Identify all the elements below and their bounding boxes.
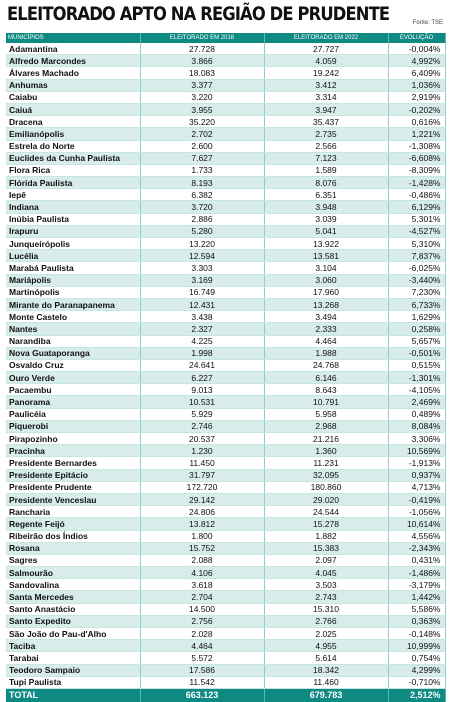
municipality-name: Irapuru bbox=[6, 225, 140, 237]
table-row bbox=[6, 591, 445, 603]
municipality-name: Monte Castelo bbox=[6, 311, 140, 323]
municipality-name: Nova Guataporanga bbox=[6, 347, 140, 359]
evolution-percent: 5,657% bbox=[388, 335, 445, 347]
evolution-percent: -1,301% bbox=[388, 372, 445, 384]
electorate-2022: 4.464 bbox=[264, 335, 388, 347]
electorate-2018: 3.169 bbox=[140, 274, 264, 286]
electorate-2022: 19.242 bbox=[264, 67, 388, 79]
evolution-percent: -8,309% bbox=[388, 164, 445, 176]
electorate-2018: 2.756 bbox=[140, 615, 264, 627]
table-row bbox=[6, 213, 445, 225]
table-row bbox=[6, 189, 445, 201]
municipality-name: Taciba bbox=[6, 640, 140, 652]
evolution-percent: 2,919% bbox=[388, 91, 445, 103]
electorate-2022: 5.958 bbox=[264, 408, 388, 420]
table-row bbox=[6, 140, 445, 152]
municipality-name: Alfredo Marcondes bbox=[6, 55, 140, 67]
table-row bbox=[6, 286, 445, 298]
electorate-2018: 17.586 bbox=[140, 664, 264, 676]
electorate-2022: 18.342 bbox=[264, 664, 388, 676]
total-label: TOTAL bbox=[6, 688, 140, 702]
municipality-name: Mariápolis bbox=[6, 274, 140, 286]
municipality-name: Junqueirópolis bbox=[6, 238, 140, 250]
evolution-percent: 5,301% bbox=[388, 213, 445, 225]
column-header-evolution: EVOLUÇÃO bbox=[388, 33, 445, 43]
evolution-percent: 1,442% bbox=[388, 591, 445, 603]
electorate-2018: 3.720 bbox=[140, 201, 264, 213]
electorate-2018: 4.225 bbox=[140, 335, 264, 347]
municipality-name: Flora Rica bbox=[6, 164, 140, 176]
table-row bbox=[6, 225, 445, 237]
electorate-2018: 16.749 bbox=[140, 286, 264, 298]
municipality-name: Presidente Bernardes bbox=[6, 457, 140, 469]
evolution-percent: 0,937% bbox=[388, 469, 445, 481]
evolution-percent: 0,431% bbox=[388, 554, 445, 566]
evolution-percent: 1,629% bbox=[388, 311, 445, 323]
table-row bbox=[6, 262, 445, 274]
electorate-2022: 1.360 bbox=[264, 445, 388, 457]
electorate-2018: 24.806 bbox=[140, 506, 264, 518]
table-row bbox=[6, 676, 445, 688]
municipality-name: Sandovalina bbox=[6, 579, 140, 591]
table-header-row bbox=[6, 33, 445, 43]
municipality-name: Sagres bbox=[6, 554, 140, 566]
municipality-name: Santo Anastácio bbox=[6, 603, 140, 615]
electorate-2018: 24.641 bbox=[140, 359, 264, 371]
electorate-2022: 3.948 bbox=[264, 201, 388, 213]
municipality-name: Presidente Prudente bbox=[6, 481, 140, 493]
electorate-2018: 10.531 bbox=[140, 396, 264, 408]
evolution-percent: 4,299% bbox=[388, 664, 445, 676]
electorate-2022: 2.968 bbox=[264, 420, 388, 432]
table-row bbox=[6, 542, 445, 554]
evolution-percent: 6,733% bbox=[388, 298, 445, 310]
table-row bbox=[6, 628, 445, 640]
source-note: Fonte: TSE bbox=[412, 20, 443, 26]
electorate-2018: 1.230 bbox=[140, 445, 264, 457]
evolution-percent: -6,608% bbox=[388, 152, 445, 164]
electorate-2018: 4.464 bbox=[140, 640, 264, 652]
electorate-2022: 2.766 bbox=[264, 615, 388, 627]
electorate-2018: 6.382 bbox=[140, 189, 264, 201]
municipality-name: Flórida Paulista bbox=[6, 177, 140, 189]
column-header-2022: ELEITORADO EM 2022 bbox=[264, 33, 388, 43]
municipality-name: Santa Mercedes bbox=[6, 591, 140, 603]
evolution-percent: 0,489% bbox=[388, 408, 445, 420]
electorate-2022: 8.076 bbox=[264, 177, 388, 189]
evolution-percent: -1,913% bbox=[388, 457, 445, 469]
evolution-percent: 6,409% bbox=[388, 67, 445, 79]
municipality-name: Salmourão bbox=[6, 567, 140, 579]
table-row bbox=[6, 506, 445, 518]
municipality-name: Adamantina bbox=[6, 43, 140, 55]
table-row bbox=[6, 420, 445, 432]
table-row bbox=[6, 238, 445, 250]
electorate-2018: 3.438 bbox=[140, 311, 264, 323]
evolution-percent: 10,614% bbox=[388, 518, 445, 530]
evolution-percent: -1,308% bbox=[388, 140, 445, 152]
table-row bbox=[6, 567, 445, 579]
evolution-percent: -1,056% bbox=[388, 506, 445, 518]
table-row bbox=[6, 518, 445, 530]
municipality-name: Panorama bbox=[6, 396, 140, 408]
electorate-2022: 4.955 bbox=[264, 640, 388, 652]
municipality-name: Teodoro Sampaio bbox=[6, 664, 140, 676]
evolution-percent: 5,310% bbox=[388, 238, 445, 250]
evolution-percent: -0,419% bbox=[388, 493, 445, 505]
municipality-name: Ouro Verde bbox=[6, 372, 140, 384]
evolution-percent: -6,025% bbox=[388, 262, 445, 274]
evolution-percent: 7,230% bbox=[388, 286, 445, 298]
table-row bbox=[6, 579, 445, 591]
evolution-percent: 0,515% bbox=[388, 359, 445, 371]
municipality-name: Indiana bbox=[6, 201, 140, 213]
table-row bbox=[6, 640, 445, 652]
table-row bbox=[6, 445, 445, 457]
table-row bbox=[6, 372, 445, 384]
electorate-2022: 3.412 bbox=[264, 79, 388, 91]
electorate-2018: 1.998 bbox=[140, 347, 264, 359]
municipality-name: Regente Feijó bbox=[6, 518, 140, 530]
table-row bbox=[6, 79, 445, 91]
municipality-name: Iepê bbox=[6, 189, 140, 201]
total-evolution: 2,512% bbox=[388, 688, 445, 702]
electorate-2018: 6.227 bbox=[140, 372, 264, 384]
table-row bbox=[6, 347, 445, 359]
electorate-2022: 1.988 bbox=[264, 347, 388, 359]
electorate-2022: 29.020 bbox=[264, 493, 388, 505]
electorate-2018: 11.542 bbox=[140, 676, 264, 688]
municipality-name: Piquerobi bbox=[6, 420, 140, 432]
electorate-2022: 6.351 bbox=[264, 189, 388, 201]
municipality-name: São João do Pau-d'Alho bbox=[6, 628, 140, 640]
electorate-2022: 2.097 bbox=[264, 554, 388, 566]
electorate-2018: 172.720 bbox=[140, 481, 264, 493]
electorate-2022: 2.566 bbox=[264, 140, 388, 152]
electorate-2018: 1.733 bbox=[140, 164, 264, 176]
electorate-2022: 3.314 bbox=[264, 91, 388, 103]
municipality-name: Santo Expedito bbox=[6, 615, 140, 627]
table-row bbox=[6, 359, 445, 371]
table-row bbox=[6, 554, 445, 566]
electorate-2018: 9.013 bbox=[140, 384, 264, 396]
electorate-2018: 4.106 bbox=[140, 567, 264, 579]
electorate-2022: 3.104 bbox=[264, 262, 388, 274]
table-row bbox=[6, 396, 445, 408]
electorate-2022: 2.025 bbox=[264, 628, 388, 640]
municipality-name: Caiuá bbox=[6, 103, 140, 115]
municipality-name: Ribeirão dos Índios bbox=[6, 530, 140, 542]
electorate-2018: 20.537 bbox=[140, 433, 264, 445]
electorate-2022: 13.268 bbox=[264, 298, 388, 310]
electorate-2018: 27.728 bbox=[140, 43, 264, 55]
evolution-percent: 0,616% bbox=[388, 116, 445, 128]
evolution-percent: 0,258% bbox=[388, 323, 445, 335]
municipality-name: Estrela do Norte bbox=[6, 140, 140, 152]
electorate-2018: 13.812 bbox=[140, 518, 264, 530]
municipality-name: Tupi Paulista bbox=[6, 676, 140, 688]
electorate-2022: 5.041 bbox=[264, 225, 388, 237]
evolution-percent: -4,105% bbox=[388, 384, 445, 396]
electorate-2022: 1.882 bbox=[264, 530, 388, 542]
table-row bbox=[6, 152, 445, 164]
evolution-percent: 5,586% bbox=[388, 603, 445, 615]
electorate-2022: 27.727 bbox=[264, 43, 388, 55]
table-row bbox=[6, 201, 445, 213]
electorate-2018: 18.083 bbox=[140, 67, 264, 79]
evolution-percent: -0,710% bbox=[388, 676, 445, 688]
electorate-2018: 3.377 bbox=[140, 79, 264, 91]
electorate-table bbox=[6, 33, 446, 702]
table-row bbox=[6, 164, 445, 176]
municipality-name: Marabá Paulista bbox=[6, 262, 140, 274]
municipality-name: Presidente Venceslau bbox=[6, 493, 140, 505]
evolution-percent: -0,004% bbox=[388, 43, 445, 55]
evolution-percent: -1,428% bbox=[388, 177, 445, 189]
municipality-name: Osvaldo Cruz bbox=[6, 359, 140, 371]
electorate-2018: 2.327 bbox=[140, 323, 264, 335]
municipality-name: Pacaembu bbox=[6, 384, 140, 396]
municipality-name: Inúbia Paulista bbox=[6, 213, 140, 225]
electorate-2022: 4.059 bbox=[264, 55, 388, 67]
electorate-2022: 15.383 bbox=[264, 542, 388, 554]
electorate-2022: 11.460 bbox=[264, 676, 388, 688]
table-row bbox=[6, 91, 445, 103]
electorate-2018: 13.220 bbox=[140, 238, 264, 250]
electorate-2022: 6.146 bbox=[264, 372, 388, 384]
evolution-percent: 3,306% bbox=[388, 433, 445, 445]
table-row bbox=[6, 116, 445, 128]
municipality-name: Anhumas bbox=[6, 79, 140, 91]
electorate-2022: 13.922 bbox=[264, 238, 388, 250]
evolution-percent: 10,569% bbox=[388, 445, 445, 457]
evolution-percent: 0,754% bbox=[388, 652, 445, 664]
electorate-2022: 2.743 bbox=[264, 591, 388, 603]
electorate-2018: 15.752 bbox=[140, 542, 264, 554]
municipality-name: Caiabu bbox=[6, 91, 140, 103]
municipality-name: Narandiba bbox=[6, 335, 140, 347]
municipality-name: Emilianópolis bbox=[6, 128, 140, 140]
municipality-name: Mirante do Paranapanema bbox=[6, 298, 140, 310]
municipality-name: Lucélia bbox=[6, 250, 140, 262]
electorate-2018: 3.955 bbox=[140, 103, 264, 115]
evolution-percent: -0,501% bbox=[388, 347, 445, 359]
total-2018: 663.123 bbox=[140, 688, 264, 702]
table-row bbox=[6, 493, 445, 505]
electorate-2022: 10.791 bbox=[264, 396, 388, 408]
electorate-2022: 24.768 bbox=[264, 359, 388, 371]
electorate-2018: 35.220 bbox=[140, 116, 264, 128]
electorate-2018: 1.800 bbox=[140, 530, 264, 542]
municipality-name: Nantes bbox=[6, 323, 140, 335]
header bbox=[0, 0, 453, 32]
electorate-2018: 3.220 bbox=[140, 91, 264, 103]
evolution-percent: -3,440% bbox=[388, 274, 445, 286]
electorate-2018: 2.704 bbox=[140, 591, 264, 603]
municipality-name: Pracinha bbox=[6, 445, 140, 457]
table-row bbox=[6, 43, 445, 55]
evolution-percent: -1,486% bbox=[388, 567, 445, 579]
municipality-name: Tarabai bbox=[6, 652, 140, 664]
electorate-2018: 2.088 bbox=[140, 554, 264, 566]
evolution-percent: -0,202% bbox=[388, 103, 445, 115]
municipality-name: Álvares Machado bbox=[6, 67, 140, 79]
evolution-percent: 1,221% bbox=[388, 128, 445, 140]
electorate-2022: 2.735 bbox=[264, 128, 388, 140]
electorate-2018: 3.618 bbox=[140, 579, 264, 591]
table-row bbox=[6, 615, 445, 627]
electorate-2018: 2.746 bbox=[140, 420, 264, 432]
table-row bbox=[6, 384, 445, 396]
electorate-2018: 8.193 bbox=[140, 177, 264, 189]
table-row bbox=[6, 298, 445, 310]
electorate-2018: 5.280 bbox=[140, 225, 264, 237]
electorate-2018: 12.594 bbox=[140, 250, 264, 262]
electorate-2018: 3.866 bbox=[140, 55, 264, 67]
electorate-2022: 5.614 bbox=[264, 652, 388, 664]
table-row bbox=[6, 603, 445, 615]
electorate-2022: 4.045 bbox=[264, 567, 388, 579]
total-2022: 679.783 bbox=[264, 688, 388, 702]
table-row bbox=[6, 664, 445, 676]
table-row bbox=[6, 274, 445, 286]
column-header-municipalities: MUNICÍPIOS bbox=[6, 33, 140, 43]
electorate-2018: 5.929 bbox=[140, 408, 264, 420]
electorate-2022: 15.278 bbox=[264, 518, 388, 530]
table-row bbox=[6, 128, 445, 140]
evolution-percent: 4,992% bbox=[388, 55, 445, 67]
table-body bbox=[6, 43, 445, 688]
total-row bbox=[6, 688, 445, 702]
table-row bbox=[6, 457, 445, 469]
evolution-percent: 6,129% bbox=[388, 201, 445, 213]
electorate-2022: 7.123 bbox=[264, 152, 388, 164]
evolution-percent: -4,527% bbox=[388, 225, 445, 237]
electorate-2022: 8.643 bbox=[264, 384, 388, 396]
evolution-percent: 7,837% bbox=[388, 250, 445, 262]
table-row bbox=[6, 323, 445, 335]
table-row bbox=[6, 67, 445, 79]
municipality-name: Pirapozinho bbox=[6, 433, 140, 445]
evolution-percent: 8,084% bbox=[388, 420, 445, 432]
electorate-2018: 2.028 bbox=[140, 628, 264, 640]
table-row bbox=[6, 177, 445, 189]
electorate-2022: 3.947 bbox=[264, 103, 388, 115]
table-row bbox=[6, 335, 445, 347]
evolution-percent: 2,469% bbox=[388, 396, 445, 408]
municipality-name: Martinópolis bbox=[6, 286, 140, 298]
table-row bbox=[6, 311, 445, 323]
evolution-percent: -0,148% bbox=[388, 628, 445, 640]
electorate-2018: 12.431 bbox=[140, 298, 264, 310]
electorate-2018: 14.500 bbox=[140, 603, 264, 615]
table-row bbox=[6, 55, 445, 67]
table-row bbox=[6, 408, 445, 420]
column-header-2018: ELEITORADO EM 2018 bbox=[140, 33, 264, 43]
electorate-2018: 11.450 bbox=[140, 457, 264, 469]
electorate-2022: 24.544 bbox=[264, 506, 388, 518]
evolution-percent: -0,486% bbox=[388, 189, 445, 201]
electorate-2022: 17.960 bbox=[264, 286, 388, 298]
table-row bbox=[6, 433, 445, 445]
evolution-percent: 4,713% bbox=[388, 481, 445, 493]
electorate-2022: 2.333 bbox=[264, 323, 388, 335]
electorate-2022: 35.437 bbox=[264, 116, 388, 128]
municipality-name: Rancharia bbox=[6, 506, 140, 518]
electorate-2022: 1.589 bbox=[264, 164, 388, 176]
electorate-2022: 13.581 bbox=[264, 250, 388, 262]
electorate-2022: 3.039 bbox=[264, 213, 388, 225]
electorate-2018: 2.886 bbox=[140, 213, 264, 225]
municipality-name: Rosana bbox=[6, 542, 140, 554]
evolution-percent: 0,363% bbox=[388, 615, 445, 627]
municipality-name: Presidente Epitácio bbox=[6, 469, 140, 481]
municipality-name: Euclides da Cunha Paulista bbox=[6, 152, 140, 164]
table-row bbox=[6, 481, 445, 493]
electorate-2022: 21.216 bbox=[264, 433, 388, 445]
table-row bbox=[6, 652, 445, 664]
evolution-percent: 10,999% bbox=[388, 640, 445, 652]
electorate-2022: 3.503 bbox=[264, 579, 388, 591]
evolution-percent: -3,179% bbox=[388, 579, 445, 591]
municipality-name: Dracena bbox=[6, 116, 140, 128]
electorate-2022: 32.095 bbox=[264, 469, 388, 481]
municipality-name: Paulicéia bbox=[6, 408, 140, 420]
electorate-2018: 5.572 bbox=[140, 652, 264, 664]
table-row bbox=[6, 103, 445, 115]
electorate-2022: 11.231 bbox=[264, 457, 388, 469]
table-row bbox=[6, 250, 445, 262]
evolution-percent: 1,036% bbox=[388, 79, 445, 91]
electorate-2022: 3.494 bbox=[264, 311, 388, 323]
electorate-2018: 2.702 bbox=[140, 128, 264, 140]
electorate-2022: 3.060 bbox=[264, 274, 388, 286]
electorate-2018: 29.142 bbox=[140, 493, 264, 505]
electorate-2022: 180.860 bbox=[264, 481, 388, 493]
page-title: ELEITORADO APTO NA REGIÃO DE PRUDENTE bbox=[7, 3, 390, 25]
evolution-percent: 4,556% bbox=[388, 530, 445, 542]
table-row bbox=[6, 469, 445, 481]
electorate-2018: 2.600 bbox=[140, 140, 264, 152]
evolution-percent: -2,343% bbox=[388, 542, 445, 554]
electorate-2018: 7.627 bbox=[140, 152, 264, 164]
electorate-2018: 31.797 bbox=[140, 469, 264, 481]
electorate-2022: 15.310 bbox=[264, 603, 388, 615]
electorate-2018: 3.303 bbox=[140, 262, 264, 274]
table-row bbox=[6, 530, 445, 542]
